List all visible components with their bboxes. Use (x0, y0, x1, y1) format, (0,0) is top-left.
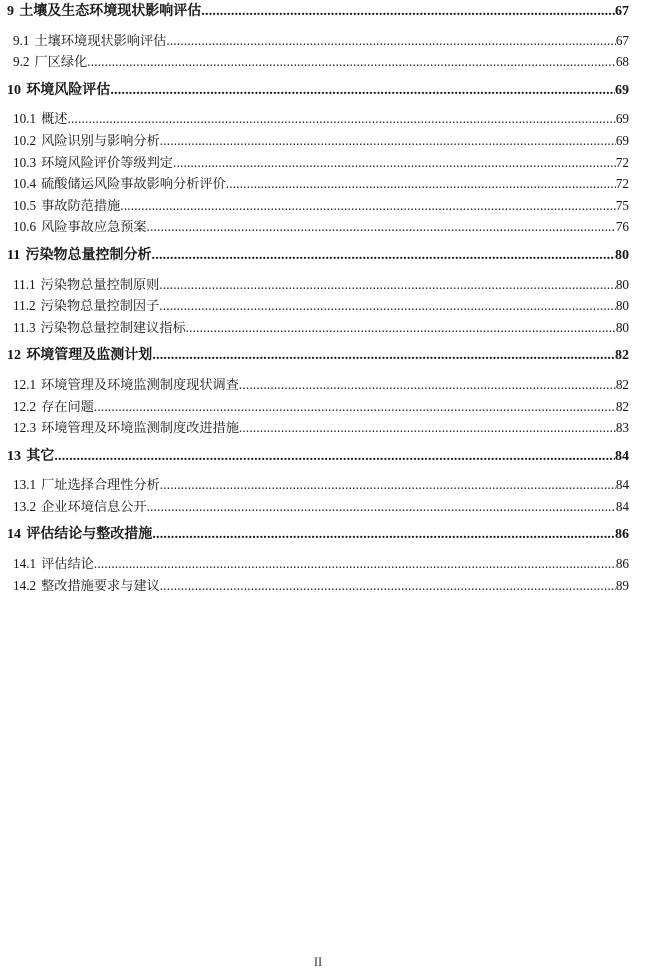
dot-leader (54, 446, 615, 468)
dot-leader (186, 317, 616, 339)
toc-entry-page: 80 (615, 276, 629, 292)
dot-leader (166, 30, 615, 52)
toc-entry-title: 其它 (26, 448, 55, 464)
toc-chapter-block (7, 1, 629, 73)
toc-chapter-entry (7, 245, 629, 267)
toc-entry-title: 评估结论与整改措施 (26, 527, 153, 543)
toc-sub-entry (7, 496, 629, 518)
toc-entry-number: 13.1 (13, 477, 37, 493)
toc-entry-number: 10.6 (13, 219, 37, 235)
toc-entry-number: 10.2 (13, 132, 37, 148)
toc-entry-number: 12.2 (13, 398, 37, 414)
toc-entry-title: 概述 (41, 111, 68, 127)
toc-entry-page: 86 (615, 527, 629, 543)
toc-entry-page: 69 (615, 132, 629, 148)
toc-entry-title: 环境管理及环境监测制度现状调查 (41, 376, 239, 392)
toc-sub-entry (7, 295, 629, 317)
dot-leader (152, 345, 615, 367)
toc-sub-entry (7, 575, 629, 597)
toc-sub-entry (7, 417, 629, 439)
dot-leader (160, 130, 616, 152)
toc-entry-title: 硫酸储运风险事故影响分析评价 (41, 176, 226, 192)
toc-entry-title: 事故防范措施 (41, 197, 121, 213)
toc-chapter-block (7, 524, 629, 596)
toc-entry-page: 67 (615, 4, 629, 19)
toc-entry-title: 环境管理及环境监测制度改进措施 (41, 420, 239, 436)
dot-leader (160, 575, 616, 597)
toc-entry-page: 72 (615, 176, 629, 192)
toc-entry-title: 土壤环境现状影响评估 (34, 32, 167, 48)
table-of-contents (0, 1, 650, 596)
toc-chapter-block (7, 245, 629, 338)
toc-entry-number: 11 (7, 247, 21, 263)
toc-entry-page: 80 (615, 298, 629, 314)
toc-entry-number: 9 (7, 4, 14, 19)
toc-entry-page: 68 (615, 54, 629, 70)
toc-sub-entry (7, 51, 629, 73)
toc-entry-number: 11.2 (13, 298, 36, 314)
toc-chapter-entry (7, 1, 629, 23)
toc-sub-entry (7, 553, 629, 575)
toc-chapter-block (7, 80, 629, 238)
toc-chapter-entry (7, 345, 629, 367)
toc-chapter-block (7, 446, 629, 518)
toc-entry-title: 风险识别与影响分析 (41, 132, 160, 148)
toc-entry-page: 84 (615, 498, 629, 514)
toc-entry-number: 14 (7, 527, 21, 543)
toc-entry-number: 10.5 (13, 197, 37, 213)
dot-leader (201, 1, 615, 23)
toc-entry-title: 环境风险评价等级判定 (41, 154, 173, 170)
dot-leader (67, 108, 615, 130)
toc-entry-number: 14.1 (13, 556, 37, 572)
toc-sub-entry (7, 30, 629, 52)
toc-entry-page: 84 (615, 448, 629, 464)
toc-sub-entry (7, 130, 629, 152)
toc-entry-number: 12.3 (13, 420, 37, 436)
toc-sub-entry (7, 274, 629, 296)
toc-entry-title: 污染物总量控制建议指标 (40, 319, 186, 335)
toc-entry-title: 企业环境信息公开 (41, 498, 147, 514)
document-page (0, 1, 650, 980)
dot-leader (159, 295, 616, 317)
toc-entry-page: 84 (615, 477, 629, 493)
dot-leader (94, 553, 616, 575)
toc-entry-number: 9.1 (13, 32, 30, 48)
dot-leader (159, 274, 616, 296)
toc-sub-entry (7, 195, 629, 217)
toc-entry-title: 污染物总量控制原则 (40, 276, 160, 292)
toc-entry-page: 75 (615, 197, 629, 213)
dot-leader (239, 417, 616, 439)
dot-leader (147, 496, 616, 518)
dot-leader (147, 216, 616, 238)
dot-leader (152, 245, 615, 267)
toc-entry-page: 82 (615, 348, 629, 364)
toc-entry-title: 环境管理及监测计划 (26, 348, 153, 364)
dot-leader (120, 195, 616, 217)
toc-entry-title: 评估结论 (41, 556, 94, 572)
toc-entry-title: 环境风险评估 (26, 82, 111, 98)
toc-chapter-block (7, 345, 629, 438)
toc-entry-title: 存在问题 (41, 398, 94, 414)
toc-entry-title: 厂址选择合理性分析 (41, 477, 160, 493)
toc-sub-entry (7, 216, 629, 238)
page-footer (7, 955, 629, 970)
dot-leader (160, 474, 616, 496)
toc-entry-page: 82 (615, 376, 629, 392)
toc-entry-number: 10.1 (13, 111, 37, 127)
toc-entry-page: 72 (615, 154, 629, 170)
toc-entry-number: 13.2 (13, 498, 37, 514)
toc-entry-title: 土壤及生态环境现状影响评估 (19, 4, 202, 19)
toc-entry-page: 86 (615, 556, 629, 572)
toc-entry-title: 风险事故应急预案 (41, 219, 147, 235)
toc-sub-entry (7, 173, 629, 195)
toc-entry-title: 整改措施要求与建议 (41, 577, 160, 593)
toc-entry-page: 80 (615, 247, 629, 263)
toc-sub-entry (7, 474, 629, 496)
toc-entry-number: 9.2 (13, 54, 30, 70)
toc-chapter-entry (7, 524, 629, 546)
toc-sub-entry (7, 108, 629, 130)
footer-page-number: II (313, 955, 323, 969)
dot-leader (173, 152, 616, 174)
dot-leader (239, 374, 616, 396)
toc-sub-entry (7, 152, 629, 174)
toc-entry-title: 污染物总量控制因子 (40, 298, 160, 314)
toc-entry-page: 82 (615, 398, 629, 414)
toc-entry-page: 69 (615, 82, 629, 98)
toc-entry-number: 10.3 (13, 154, 37, 170)
dot-leader (226, 173, 616, 195)
toc-entry-page: 80 (615, 319, 629, 335)
toc-entry-number: 13 (7, 448, 21, 464)
dot-leader (110, 80, 615, 102)
toc-sub-entry (7, 396, 629, 418)
toc-entry-number: 11.3 (13, 319, 36, 335)
toc-entry-title: 厂区绿化 (34, 54, 88, 70)
toc-entry-number: 12.1 (13, 376, 37, 392)
toc-entry-title: 污染物总量控制分析 (25, 247, 152, 263)
dot-leader (94, 396, 616, 418)
toc-entry-number: 10 (7, 82, 21, 98)
toc-entry-page: 89 (615, 577, 629, 593)
toc-chapter-entry (7, 446, 629, 468)
dot-leader (87, 51, 616, 73)
toc-entry-number: 11.1 (13, 276, 36, 292)
toc-sub-entry (7, 317, 629, 339)
toc-chapter-entry (7, 80, 629, 102)
toc-entry-page: 67 (615, 32, 629, 48)
toc-entry-number: 14.2 (13, 577, 37, 593)
toc-entry-number: 10.4 (13, 176, 37, 192)
toc-entry-page: 83 (615, 420, 629, 436)
toc-entry-page: 76 (615, 219, 629, 235)
toc-sub-entry (7, 374, 629, 396)
toc-entry-page: 69 (615, 111, 629, 127)
toc-entry-number: 12 (7, 348, 21, 364)
dot-leader (152, 524, 615, 546)
